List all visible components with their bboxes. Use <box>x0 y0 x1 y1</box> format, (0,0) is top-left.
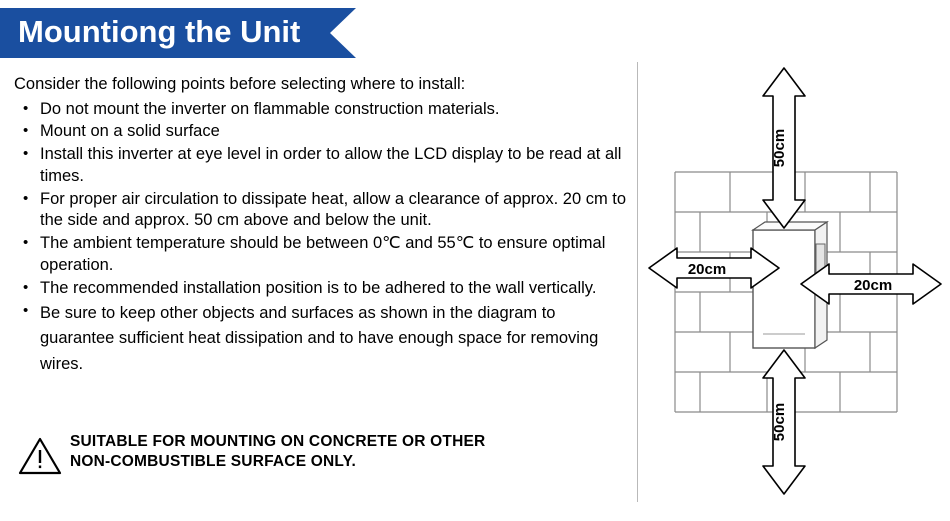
bullet-icon: • <box>23 278 29 296</box>
list-item-label: Mount on a solid surface <box>40 122 220 141</box>
intro-text: Consider the following points before selecting where to install: <box>14 75 466 93</box>
list-item <box>14 301 634 378</box>
points-list <box>14 99 634 378</box>
warning-line-1: SUITABLE FOR MOUNTING ON CONCRETE OR OTHER <box>70 433 486 450</box>
bullet-icon: • <box>23 234 29 252</box>
vertical-divider <box>637 62 638 502</box>
list-item-label: The recommended installation position is to be adhered to the wall vertically. <box>40 278 597 297</box>
mounting-clearance-diagram <box>645 62 945 502</box>
list-item <box>14 99 634 121</box>
clearance-label-right: 20cm <box>853 277 893 294</box>
clearance-label-left: 20cm <box>687 261 727 278</box>
warning-text <box>70 432 485 472</box>
clearance-label-bottom: 50cm <box>771 402 788 442</box>
clearance-label-top: 50cm <box>771 128 788 168</box>
bullet-icon: • <box>23 189 29 207</box>
list-item <box>14 189 634 233</box>
bullet-icon: • <box>23 301 29 319</box>
list-item <box>14 233 634 277</box>
list-item-label: Be sure to keep other objects and surfaces as shown in the diagram to guarantee sufficient heat dissipation and to have enough space for removing wires. <box>40 303 599 373</box>
list-item-label: The ambient temperature should be between 0℃ and 55℃ to ensure optimal operation. <box>40 234 606 274</box>
page-title: Mountiong the Unit <box>18 14 301 49</box>
bullet-icon: • <box>23 145 29 163</box>
warning-triangle-icon <box>18 436 62 476</box>
header-banner-arrow <box>330 8 356 58</box>
bullet-icon: • <box>23 99 29 117</box>
header-banner <box>0 8 370 58</box>
warning-line-2: NON-COMBUSTIBLE SURFACE ONLY. <box>70 452 356 470</box>
list-item-label: Install this inverter at eye level in order to allow the LCD display to be read at all times. <box>40 145 622 185</box>
instructions-section <box>14 74 634 379</box>
list-item <box>14 121 634 143</box>
list-item <box>14 144 634 188</box>
bullet-icon: • <box>23 122 29 140</box>
list-item-label: For proper air circulation to dissipate heat, allow a clearance of approx. 20 cm to the side and approx. 50 cm above and below the unit. <box>40 189 627 230</box>
list-item <box>14 278 634 300</box>
warning-notice <box>18 432 618 476</box>
list-item-label: Do not mount the inverter on flammable construction materials. <box>40 99 500 118</box>
